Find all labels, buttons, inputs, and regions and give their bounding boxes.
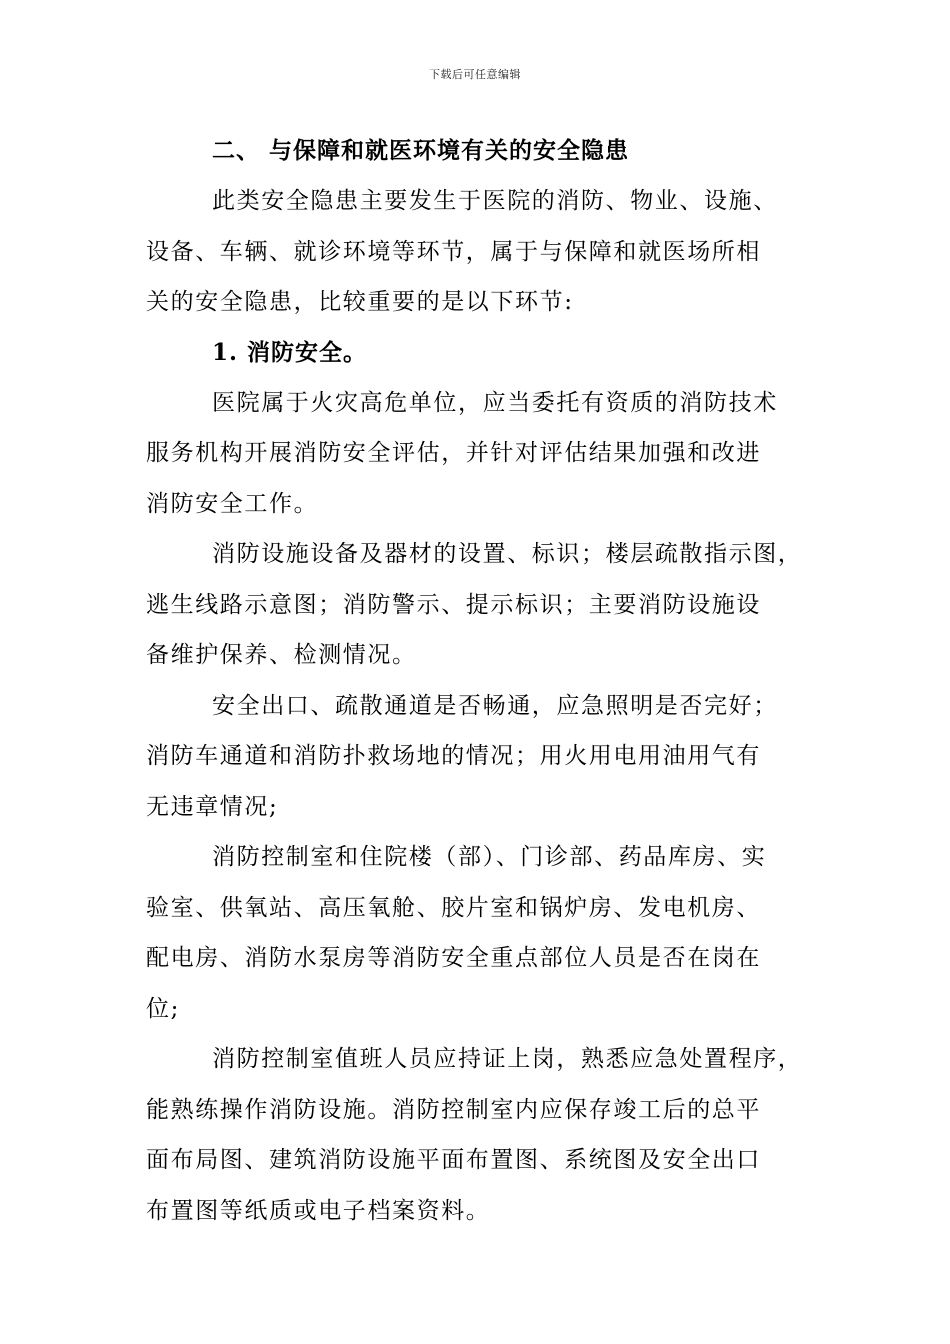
paragraph-1 — [146, 378, 810, 530]
paragraph-line: 面布局图、建筑消防设施平面布置图、系统图及安全出口 — [146, 1147, 761, 1173]
paragraph-4 — [146, 832, 810, 1034]
paragraph-line: 备维护保养、检测情况。 — [146, 642, 417, 668]
paragraph-line: 安全出口、疏散通道是否畅通，应急照明是否完好； — [212, 692, 778, 719]
paragraph-line: 关的安全隐患，比较重要的是以下环节: — [146, 289, 574, 315]
subheading-fire-safety: 1. 消防安全。 — [212, 338, 368, 366]
paragraph-line: 消防车通道和消防扑救场地的情况；用火用电用油用气有 — [146, 743, 761, 769]
paragraph-line: 逃生线路示意图；消防警示、提示标识；主要消防设施设 — [146, 591, 761, 618]
header-note: 下载后可任意编辑 — [429, 68, 521, 81]
paragraph-3 — [146, 681, 810, 833]
paragraph-line: 位; — [146, 995, 180, 1022]
paragraph-intro — [146, 176, 810, 328]
document-body — [146, 126, 810, 1236]
paragraph-line: 服务机构开展消防安全评估，并针对评估结果加强和改进 — [146, 440, 761, 466]
paragraph-line: 无违章情况; — [146, 793, 279, 820]
paragraph-line: 此类安全隐患主要发生于医院的消防、物业、设施、 — [212, 188, 778, 214]
paragraph-line: 能熟练操作消防设施。消防控制室内应保存竣工后的总平 — [146, 1096, 761, 1123]
paragraph-2 — [146, 529, 810, 681]
paragraph-line: 消防设施设备及器材的设置、标识；楼层疏散指示图， — [212, 541, 803, 567]
paragraph-line: 布置图等纸质或电子档案资料。 — [146, 1197, 491, 1224]
section-heading: 二、 与保障和就医环境有关的安全隐患 — [212, 137, 630, 164]
paragraph-line: 配电房、消防水泵房等消防安全重点部位人员是否在岗在 — [146, 945, 761, 971]
paragraph-5 — [146, 1034, 810, 1236]
paragraph-line: 验室、供氧站、高压氧舱、胶片室和锅炉房、发电机房、 — [146, 894, 761, 921]
paragraph-line: 医院属于火灾高危单位，应当委托有资质的消防技术 — [212, 389, 778, 416]
paragraph-line: 消防控制室和住院楼（部）、门诊部、药品库房、实 — [212, 844, 767, 870]
paragraph-line: 消防控制室值班人员应持证上岗，熟悉应急处置程序， — [212, 1046, 803, 1072]
paragraph-line: 消防安全工作。 — [146, 490, 319, 517]
paragraph-line: 设备、车辆、就诊环境等环节，属于与保障和就医场所相 — [146, 238, 761, 265]
